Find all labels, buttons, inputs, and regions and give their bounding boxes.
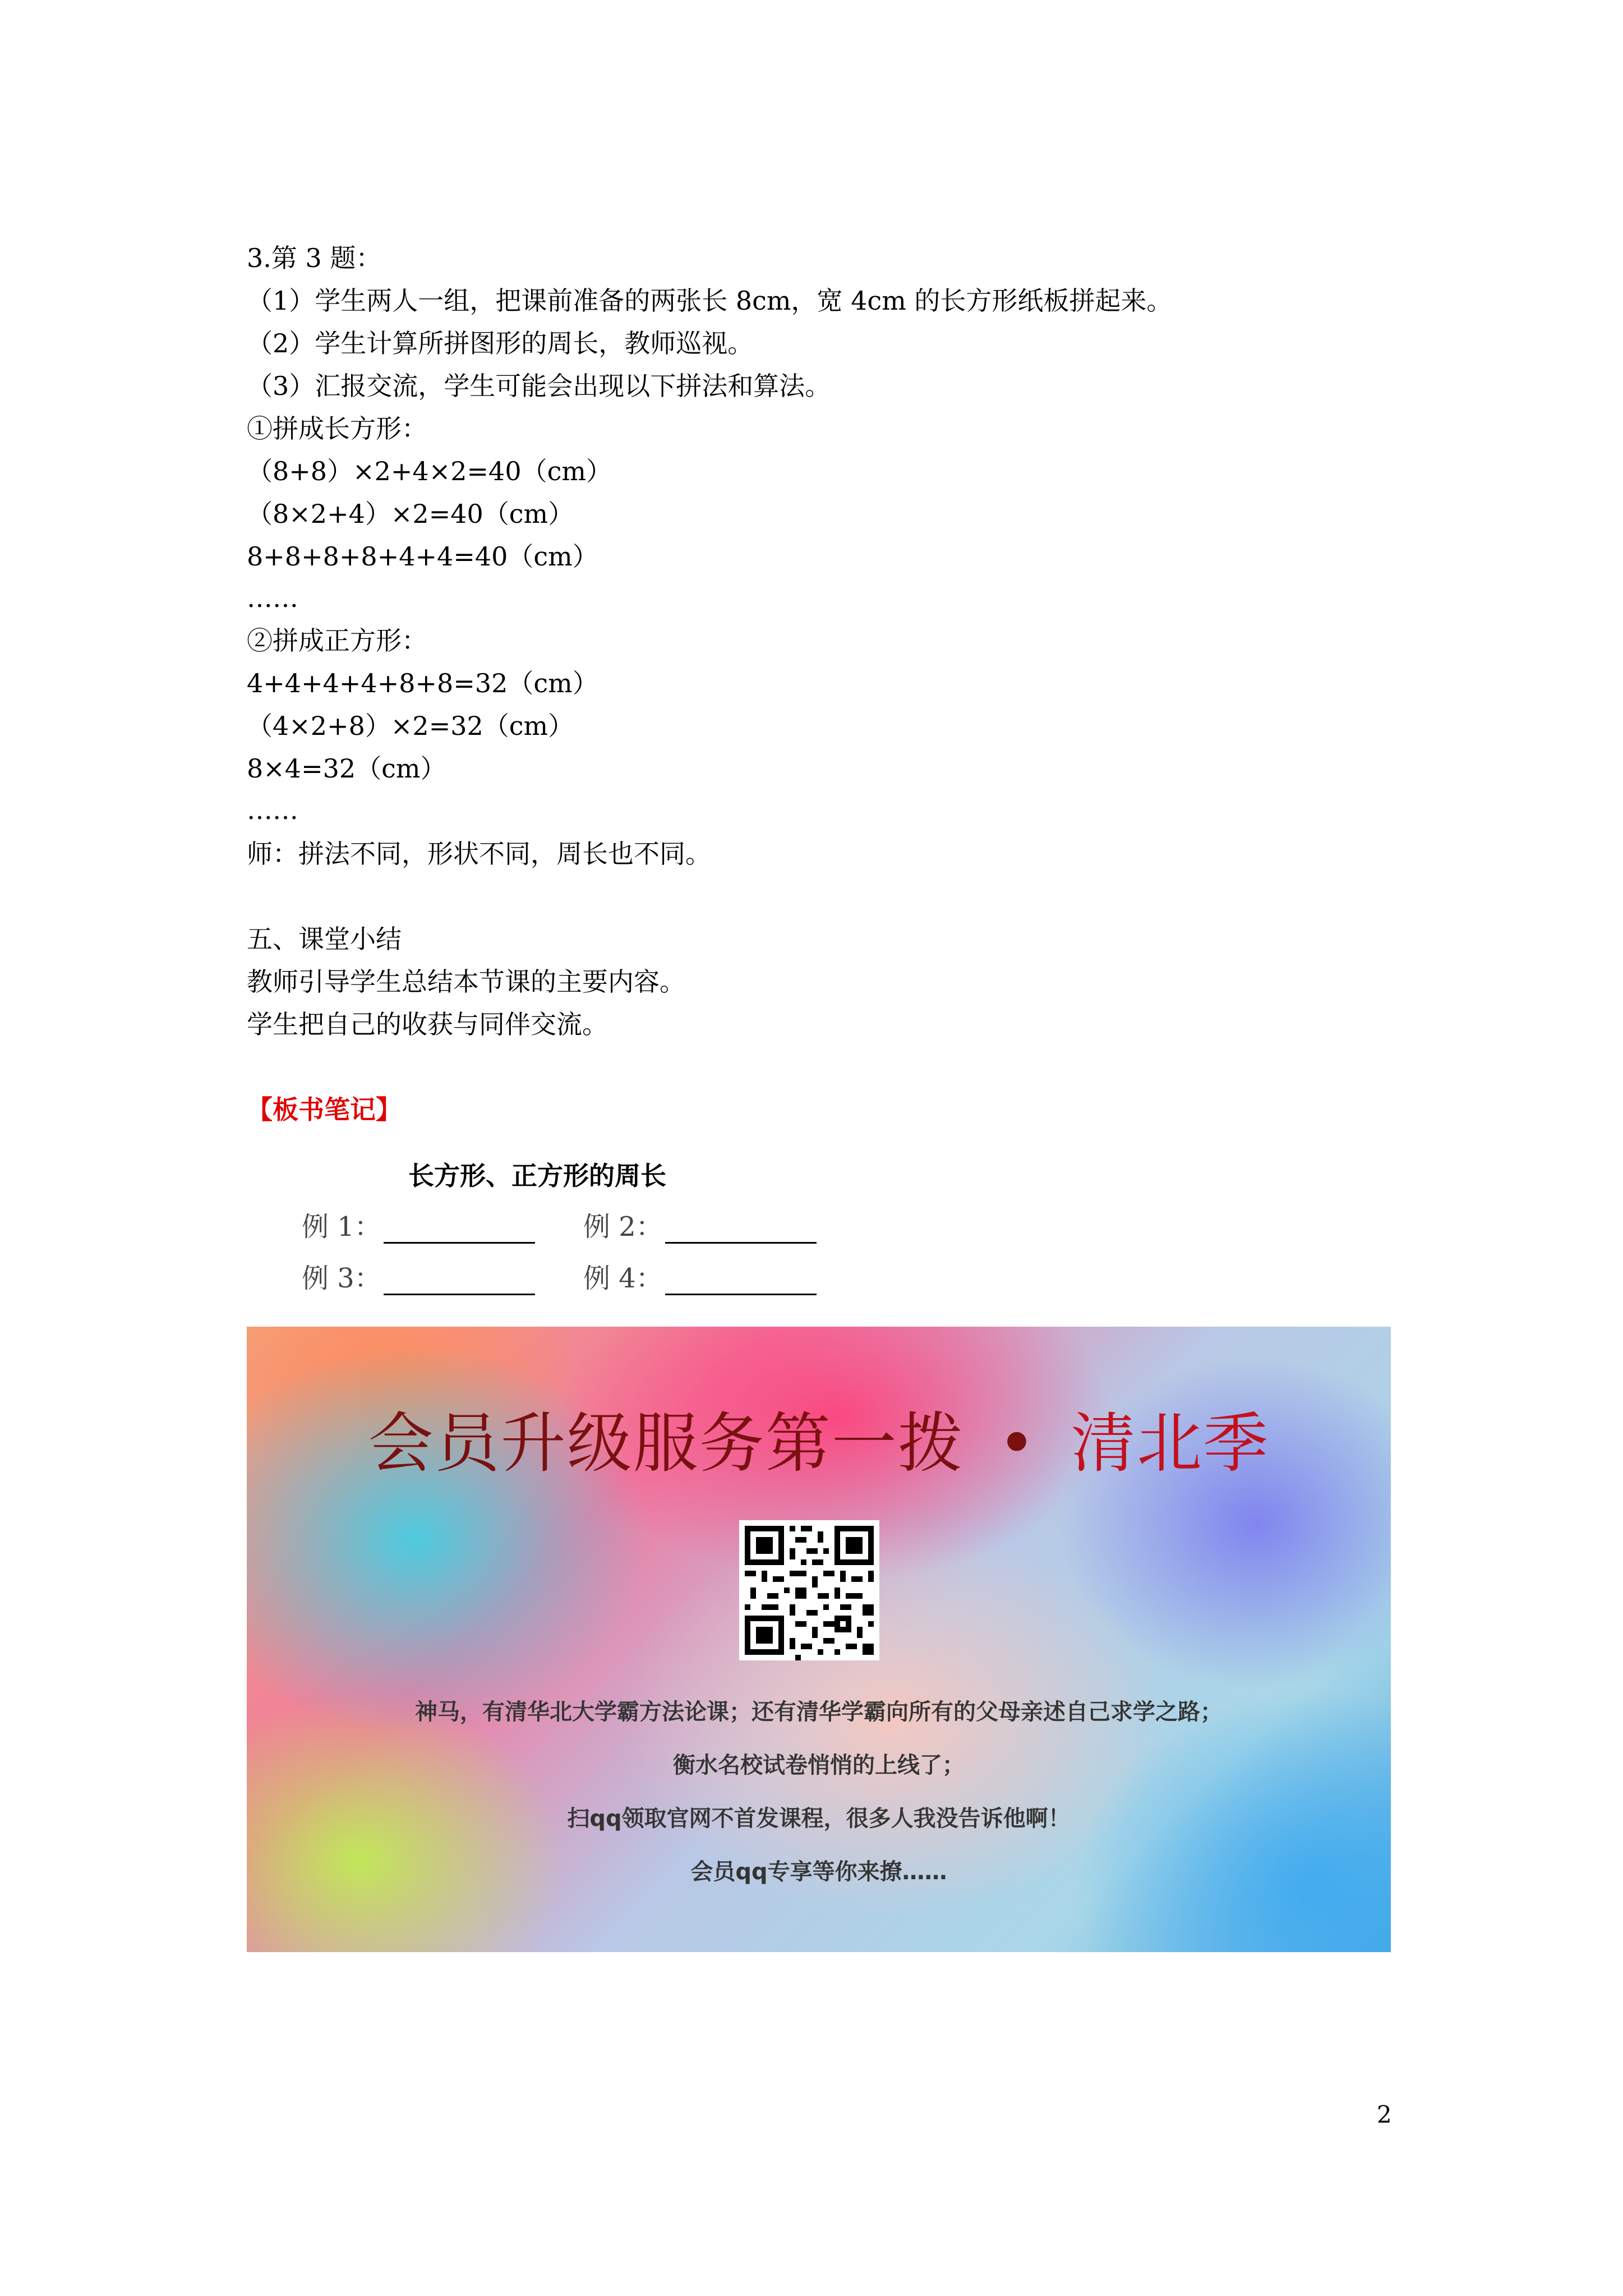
board-title: 长方形、正方形的周长 (408, 1161, 666, 1191)
example-2-label: 例 2： (583, 1211, 663, 1243)
banner-line-4: 会员qq专享等你来撩…… (690, 1859, 947, 1885)
example-3-label: 例 3： (302, 1263, 381, 1294)
step-3-text: （3）汇报交流，学生可能会出现以下拼法和算法。 (247, 371, 831, 401)
banner-title-separator: • (997, 1406, 1038, 1481)
example-1-label: 例 1： (302, 1211, 381, 1243)
banner-line-1: 神马，有清华北大学霸方法论课；还有清华学霸向所有的父母亲述自己求学之路； (415, 1699, 1223, 1725)
square-calc-3: 8×4=32（cm） (247, 753, 446, 784)
example-3-blank (384, 1266, 535, 1295)
example-1-blank (384, 1214, 535, 1244)
example-4-label: 例 4： (583, 1263, 663, 1294)
banner-title-season: 清北季 (1071, 1406, 1270, 1481)
step-1-text: （1）学生两人一组，把课前准备的两张长 8cm，宽 4cm 的长方形纸板拼起来。 (247, 286, 1173, 316)
problem-3-title: 3.第 3 题： (247, 243, 382, 273)
example-2-blank (665, 1214, 817, 1244)
banner-line-2: 衡水名校试卷悄悄的上线了； (673, 1752, 965, 1778)
square-calc-1: 4+4+4+4+8+8=32（cm） (247, 668, 598, 698)
rectangle-calc-2: （8×2+4）×2=40（cm） (247, 499, 574, 529)
summary-line-2: 学生把自己的收获与同伴交流。 (247, 1009, 608, 1039)
example-2 (583, 1205, 817, 1244)
rectangle-calc-3: 8+8+8+8+4+4=40（cm） (247, 541, 598, 572)
square-heading: ②拼成正方形： (247, 625, 427, 656)
board-notes-heading: 【板书笔记】 (247, 1094, 402, 1125)
banner-title (247, 1391, 1391, 1485)
qr-code-icon[interactable] (739, 1520, 879, 1660)
ellipsis-1: …… (247, 583, 298, 613)
example-4 (583, 1257, 817, 1295)
rectangle-calc-1: （8+8）×2+4×2=40（cm） (247, 456, 612, 486)
page-number: 2 (1377, 2101, 1392, 2128)
example-3 (302, 1257, 535, 1295)
step-2-text: （2）学生计算所拼图形的周长，教师巡视。 (247, 328, 754, 358)
rectangle-heading: ①拼成长方形： (247, 413, 427, 444)
summary-line-1: 教师引导学生总结本节课的主要内容。 (247, 967, 685, 997)
banner-line-3: 扫qq领取官网不首发课程，很多人我没告诉他啊！ (567, 1806, 1071, 1832)
example-1 (302, 1205, 535, 1244)
promo-banner (247, 1327, 1391, 1952)
square-calc-2: （4×2+8）×2=32（cm） (247, 711, 574, 741)
ellipsis-2: …… (247, 795, 298, 825)
example-4-blank (665, 1266, 817, 1295)
teacher-note: 师：拼法不同，形状不同，周长也不同。 (247, 839, 711, 869)
banner-title-main: 会员升级服务第一拨 (368, 1406, 964, 1481)
summary-title: 五、课堂小结 (247, 924, 402, 954)
